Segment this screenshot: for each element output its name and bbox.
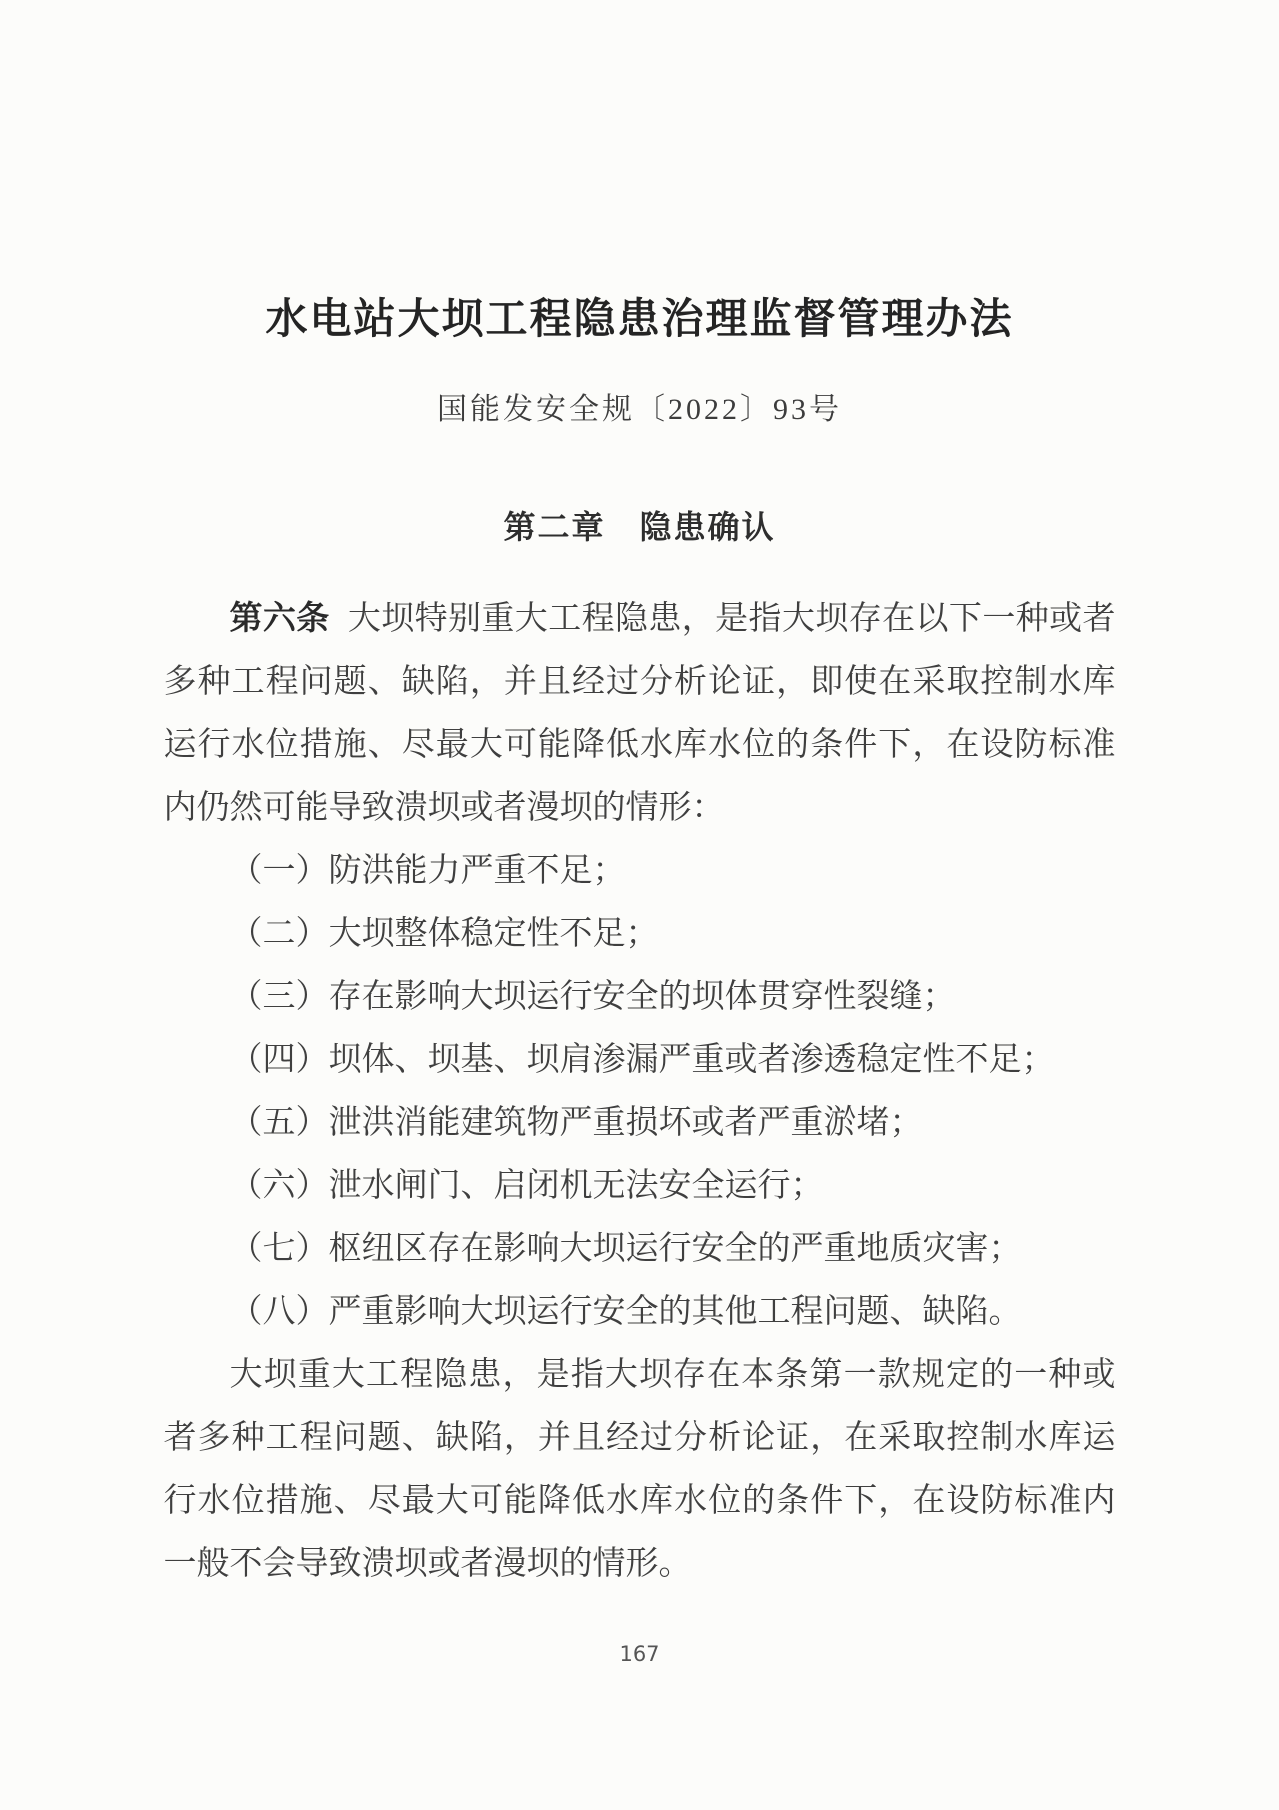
- article-closing-paragraph: 大坝重大工程隐患，是指大坝存在本条第一款规定的一种或者多种工程问题、缺陷，并且经过分析论证，在采取控制水库运行水位措施、尽最大可能降低水库水位的条件下，在设防标准内一般不会导致溃坝或者漫坝的情形。: [163, 1357, 1116, 1583]
- article-item-5: （五）泄洪消能建筑物严重损坏或者严重淤堵；: [229, 1105, 923, 1142]
- article-item-4: （四）坝体、坝基、坝肩渗漏严重或者渗透稳定性不足；: [229, 1042, 1055, 1079]
- article-item-6: （六）泄水闸门、启闭机无法安全运行；: [229, 1168, 824, 1205]
- article-number-label: 第六条: [229, 601, 330, 638]
- chapter-heading: 第二章 隐患确认: [503, 509, 776, 546]
- article-item-3: （三）存在影响大坝运行安全的坝体贯穿性裂缝；: [229, 979, 956, 1016]
- document-title: 水电站大坝工程隐患治理监督管理办法: [265, 297, 1014, 343]
- page-number: 167: [619, 1642, 660, 1666]
- article-item-8: （八）严重影响大坝运行安全的其他工程问题、缺陷。: [229, 1294, 1022, 1331]
- article-item-1: （一）防洪能力严重不足；: [229, 853, 626, 890]
- article-intro-text: 大坝特别重大工程隐患，是指大坝存在以下一种或者多种工程问题、缺陷，并且经过分析论证，即使在采取控制水库运行水位措施、尽最大可能降低水库水位的条件下，在设防标准内仍然可能导致溃坝或者漫坝的情形：: [163, 601, 1116, 827]
- article-item-7: （七）枢纽区存在影响大坝运行安全的严重地质灾害；: [229, 1231, 1022, 1268]
- article-item-2: （二）大坝整体稳定性不足；: [229, 916, 659, 953]
- document-body: [164, 588, 1116, 1596]
- document-number: 国能发安全规〔2022〕93号: [437, 393, 842, 427]
- article-intro-paragraph: [164, 588, 1116, 840]
